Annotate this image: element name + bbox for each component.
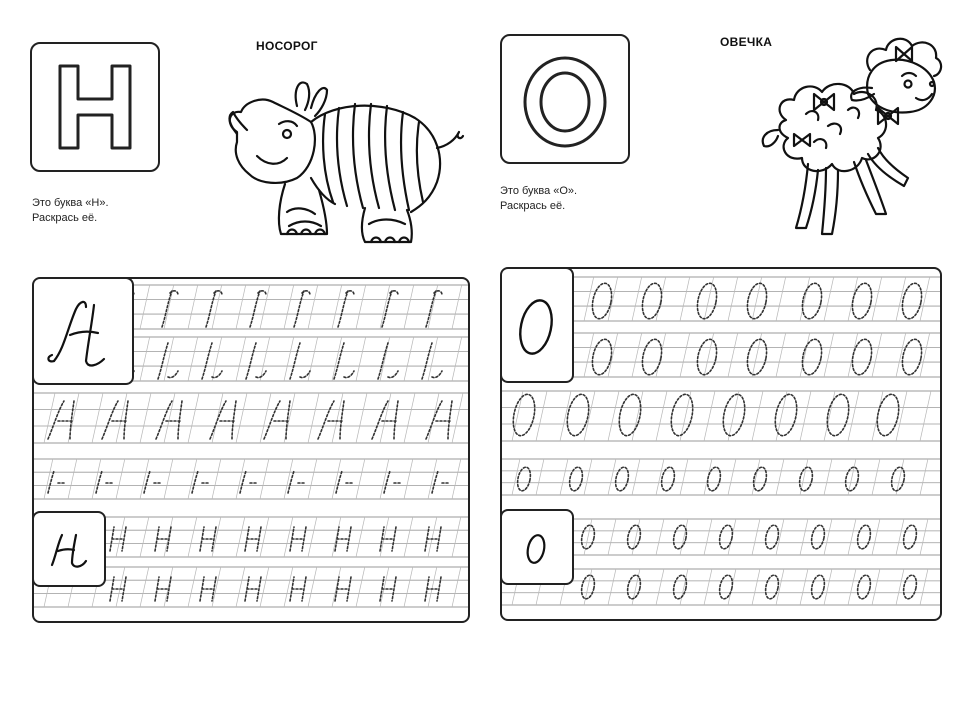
trace-lower-stroke [384,471,402,493]
slant-line [896,569,904,605]
slant-line [704,519,712,555]
sample-lower-o-box [500,509,574,585]
slant-line [704,569,712,605]
slant-line [656,391,667,441]
slant-line [260,517,269,557]
slant-line [872,569,880,605]
caption-n-line1: Это буква «Н». [32,197,109,209]
slant-line [428,337,438,381]
slant-line [752,391,763,441]
slant-line [632,333,642,377]
slant-line [728,277,738,321]
trace-stroke [246,343,266,379]
slant-line [404,459,413,499]
slant-line [140,393,151,443]
slant-line [824,569,832,605]
slant-line [308,337,318,381]
trace-oval [516,466,533,492]
trace-oval [810,524,827,550]
slant-line [632,277,642,321]
slant-line [212,567,221,607]
slant-line [68,459,77,499]
slant-line [728,459,736,495]
trace-oval [890,466,907,492]
slant-line [920,391,931,441]
trace-oval [694,338,719,377]
trace-lower-stroke [144,471,162,493]
caption-letter-n [32,196,109,226]
trace-oval [798,466,815,492]
trace-oval [810,574,827,600]
trace-oval [799,338,824,377]
slant-line [452,393,463,443]
trace-oval [660,466,677,492]
slant-line [704,391,715,441]
slant-line [824,519,832,555]
slant-line [284,567,293,607]
slant-line [848,391,859,441]
slant-line [680,277,690,321]
trace-oval [614,466,631,492]
slant-line [896,519,904,555]
slant-line [824,333,834,377]
slant-line [584,277,594,321]
sample-capital-o-box [500,267,574,383]
trace-capital-n-top [294,291,310,327]
slant-line [584,333,594,377]
slant-line [656,333,666,377]
slant-line [800,277,810,321]
slant-line [872,519,880,555]
caption-letter-o [500,184,577,214]
trace-capital-n-top [426,291,442,327]
slant-line [260,459,269,499]
trace-oval [564,392,592,437]
slant-line [824,277,834,321]
slant-line [452,459,461,499]
slant-line [776,277,786,321]
trace-oval [616,392,644,437]
cursive-capital-o-icon [502,269,572,381]
slant-line [872,333,882,377]
trace-oval [902,524,919,550]
letter-n-box [30,42,160,172]
slant-line [92,393,103,443]
trace-lower-stroke [96,471,114,493]
slant-line [608,519,616,555]
slant-line [536,391,547,441]
slant-line [212,285,222,329]
trace-oval [856,524,873,550]
slant-line [380,567,389,607]
slant-line [872,277,882,321]
slant-line [728,333,738,377]
slant-line [164,567,173,607]
letter-n-outline-icon [32,44,158,170]
caption-o-line1: Это буква «О». [500,185,578,197]
slant-line [236,285,246,329]
practice-panel-n [32,277,470,623]
slant-line [140,285,150,329]
slant-line [632,459,640,495]
trace-oval [744,282,769,321]
slant-line [164,337,174,381]
slant-line [164,517,173,557]
slant-line [308,459,317,499]
slant-line [608,391,619,441]
sheep-coloring-icon [756,30,946,245]
slant-line [776,569,784,605]
slant-line [452,285,462,329]
slant-line [752,569,760,605]
slant-line [356,285,366,329]
slant-line [356,459,365,499]
trace-stroke [334,343,354,379]
slant-line [800,569,808,605]
slant-line [404,393,415,443]
slant-line [404,337,414,381]
slant-line [236,517,245,557]
slant-line [164,459,173,499]
slant-line [356,393,367,443]
trace-oval [589,338,614,377]
slant-line [164,393,175,443]
slant-line [752,519,760,555]
slant-line [260,567,269,607]
trace-oval [799,282,824,321]
slant-line [188,393,199,443]
slant-line [260,337,270,381]
slant-line [848,569,856,605]
trace-oval [844,466,861,492]
practice-panel-o [500,267,942,621]
sample-capital-n-box [32,277,134,385]
trace-capital-n-top [338,291,354,327]
slant-line [404,567,413,607]
trace-capital-n-top [206,291,222,327]
slant-line [584,519,592,555]
trace-oval [849,338,874,377]
slant-line [920,569,928,605]
cursive-capital-n-icon [34,279,132,383]
slant-line [452,567,461,607]
slant-line [680,459,688,495]
slant-line [140,517,149,557]
slant-line [560,459,568,495]
slant-line [236,393,247,443]
slant-line [140,337,150,381]
slant-line [332,567,341,607]
slant-line [308,567,317,607]
slant-line [920,459,928,495]
letter-o-outline-icon [502,36,628,162]
slant-line [452,517,461,557]
slant-line [308,517,317,557]
rhinoceros-coloring-icon [215,62,465,252]
slant-line [536,459,544,495]
trace-oval [718,524,735,550]
slant-line [428,567,437,607]
slant-line [632,569,640,605]
trace-oval [902,574,919,600]
slant-line [380,393,391,443]
slant-line [872,459,880,495]
slant-line [188,517,197,557]
slant-line [824,459,832,495]
trace-oval [694,282,719,321]
slant-line [776,459,784,495]
slant-line [212,517,221,557]
slant-line [776,519,784,555]
trace-capital-n-top [162,291,178,327]
trace-stroke [290,343,310,379]
slant-line [800,391,811,441]
sample-lower-n-box [32,511,106,587]
slant-line [680,333,690,377]
letter-o-box [500,34,630,164]
trace-stroke [158,343,178,379]
trace-lower-stroke [336,471,354,493]
slant-line [608,459,616,495]
trace-lower-stroke [192,471,210,493]
word-sheep: ОВЕЧКА [720,35,773,49]
slant-line [848,519,856,555]
slant-line [404,517,413,557]
slant-line [284,517,293,557]
trace-lower-stroke [288,471,306,493]
trace-oval [510,392,538,437]
trace-oval [639,282,664,321]
slant-line [116,459,125,499]
slant-line [116,517,125,557]
trace-oval [824,392,852,437]
slant-line [332,517,341,557]
trace-oval [752,466,769,492]
trace-lower-stroke [48,471,66,493]
trace-oval [718,574,735,600]
slant-line [920,519,928,555]
trace-oval [772,392,800,437]
slant-line [116,567,125,607]
slant-line [236,337,246,381]
trace-capital-n-top [250,291,266,327]
cursive-lower-o-icon [502,511,572,583]
slant-line [632,519,640,555]
slant-line [356,567,365,607]
trace-oval [672,524,689,550]
slant-line [212,459,221,499]
word-rhinoceros: НОСОРОГ [256,39,318,53]
trace-stroke [378,343,398,379]
slant-line [404,285,414,329]
trace-lower-stroke [240,471,258,493]
slant-line [380,517,389,557]
slant-line [608,277,618,321]
caption-o-line2: Раскрась её. [500,200,566,212]
trace-oval [856,574,873,600]
slant-line [656,277,666,321]
trace-oval [672,574,689,600]
slant-line [584,459,592,495]
slant-line [284,285,294,329]
trace-oval [639,338,664,377]
slant-line [584,569,592,605]
trace-oval [706,466,723,492]
trace-oval [849,282,874,321]
trace-stroke [422,343,442,379]
slant-line [608,333,618,377]
slant-line [356,337,366,381]
slant-line [632,391,643,441]
slant-line [356,517,365,557]
slant-line [308,393,319,443]
trace-oval [568,466,585,492]
slant-line [656,519,664,555]
trace-lower-stroke [432,471,450,493]
slant-line [800,519,808,555]
trace-oval [589,282,614,321]
caption-n-line2: Раскрась её. [32,212,98,224]
slant-line [188,337,198,381]
slant-line [776,333,786,377]
slant-line [380,285,390,329]
slant-line [188,567,197,607]
slant-line [428,517,437,557]
slant-line [188,285,198,329]
slant-line [140,567,149,607]
slant-line [680,391,691,441]
slant-line [452,337,462,381]
slant-line [800,333,810,377]
trace-oval [744,338,769,377]
slant-line [584,391,595,441]
slant-line [560,391,571,441]
slant-line [656,569,664,605]
slant-line [236,567,245,607]
slant-line [608,569,616,605]
cursive-lower-n-icon [34,513,104,585]
